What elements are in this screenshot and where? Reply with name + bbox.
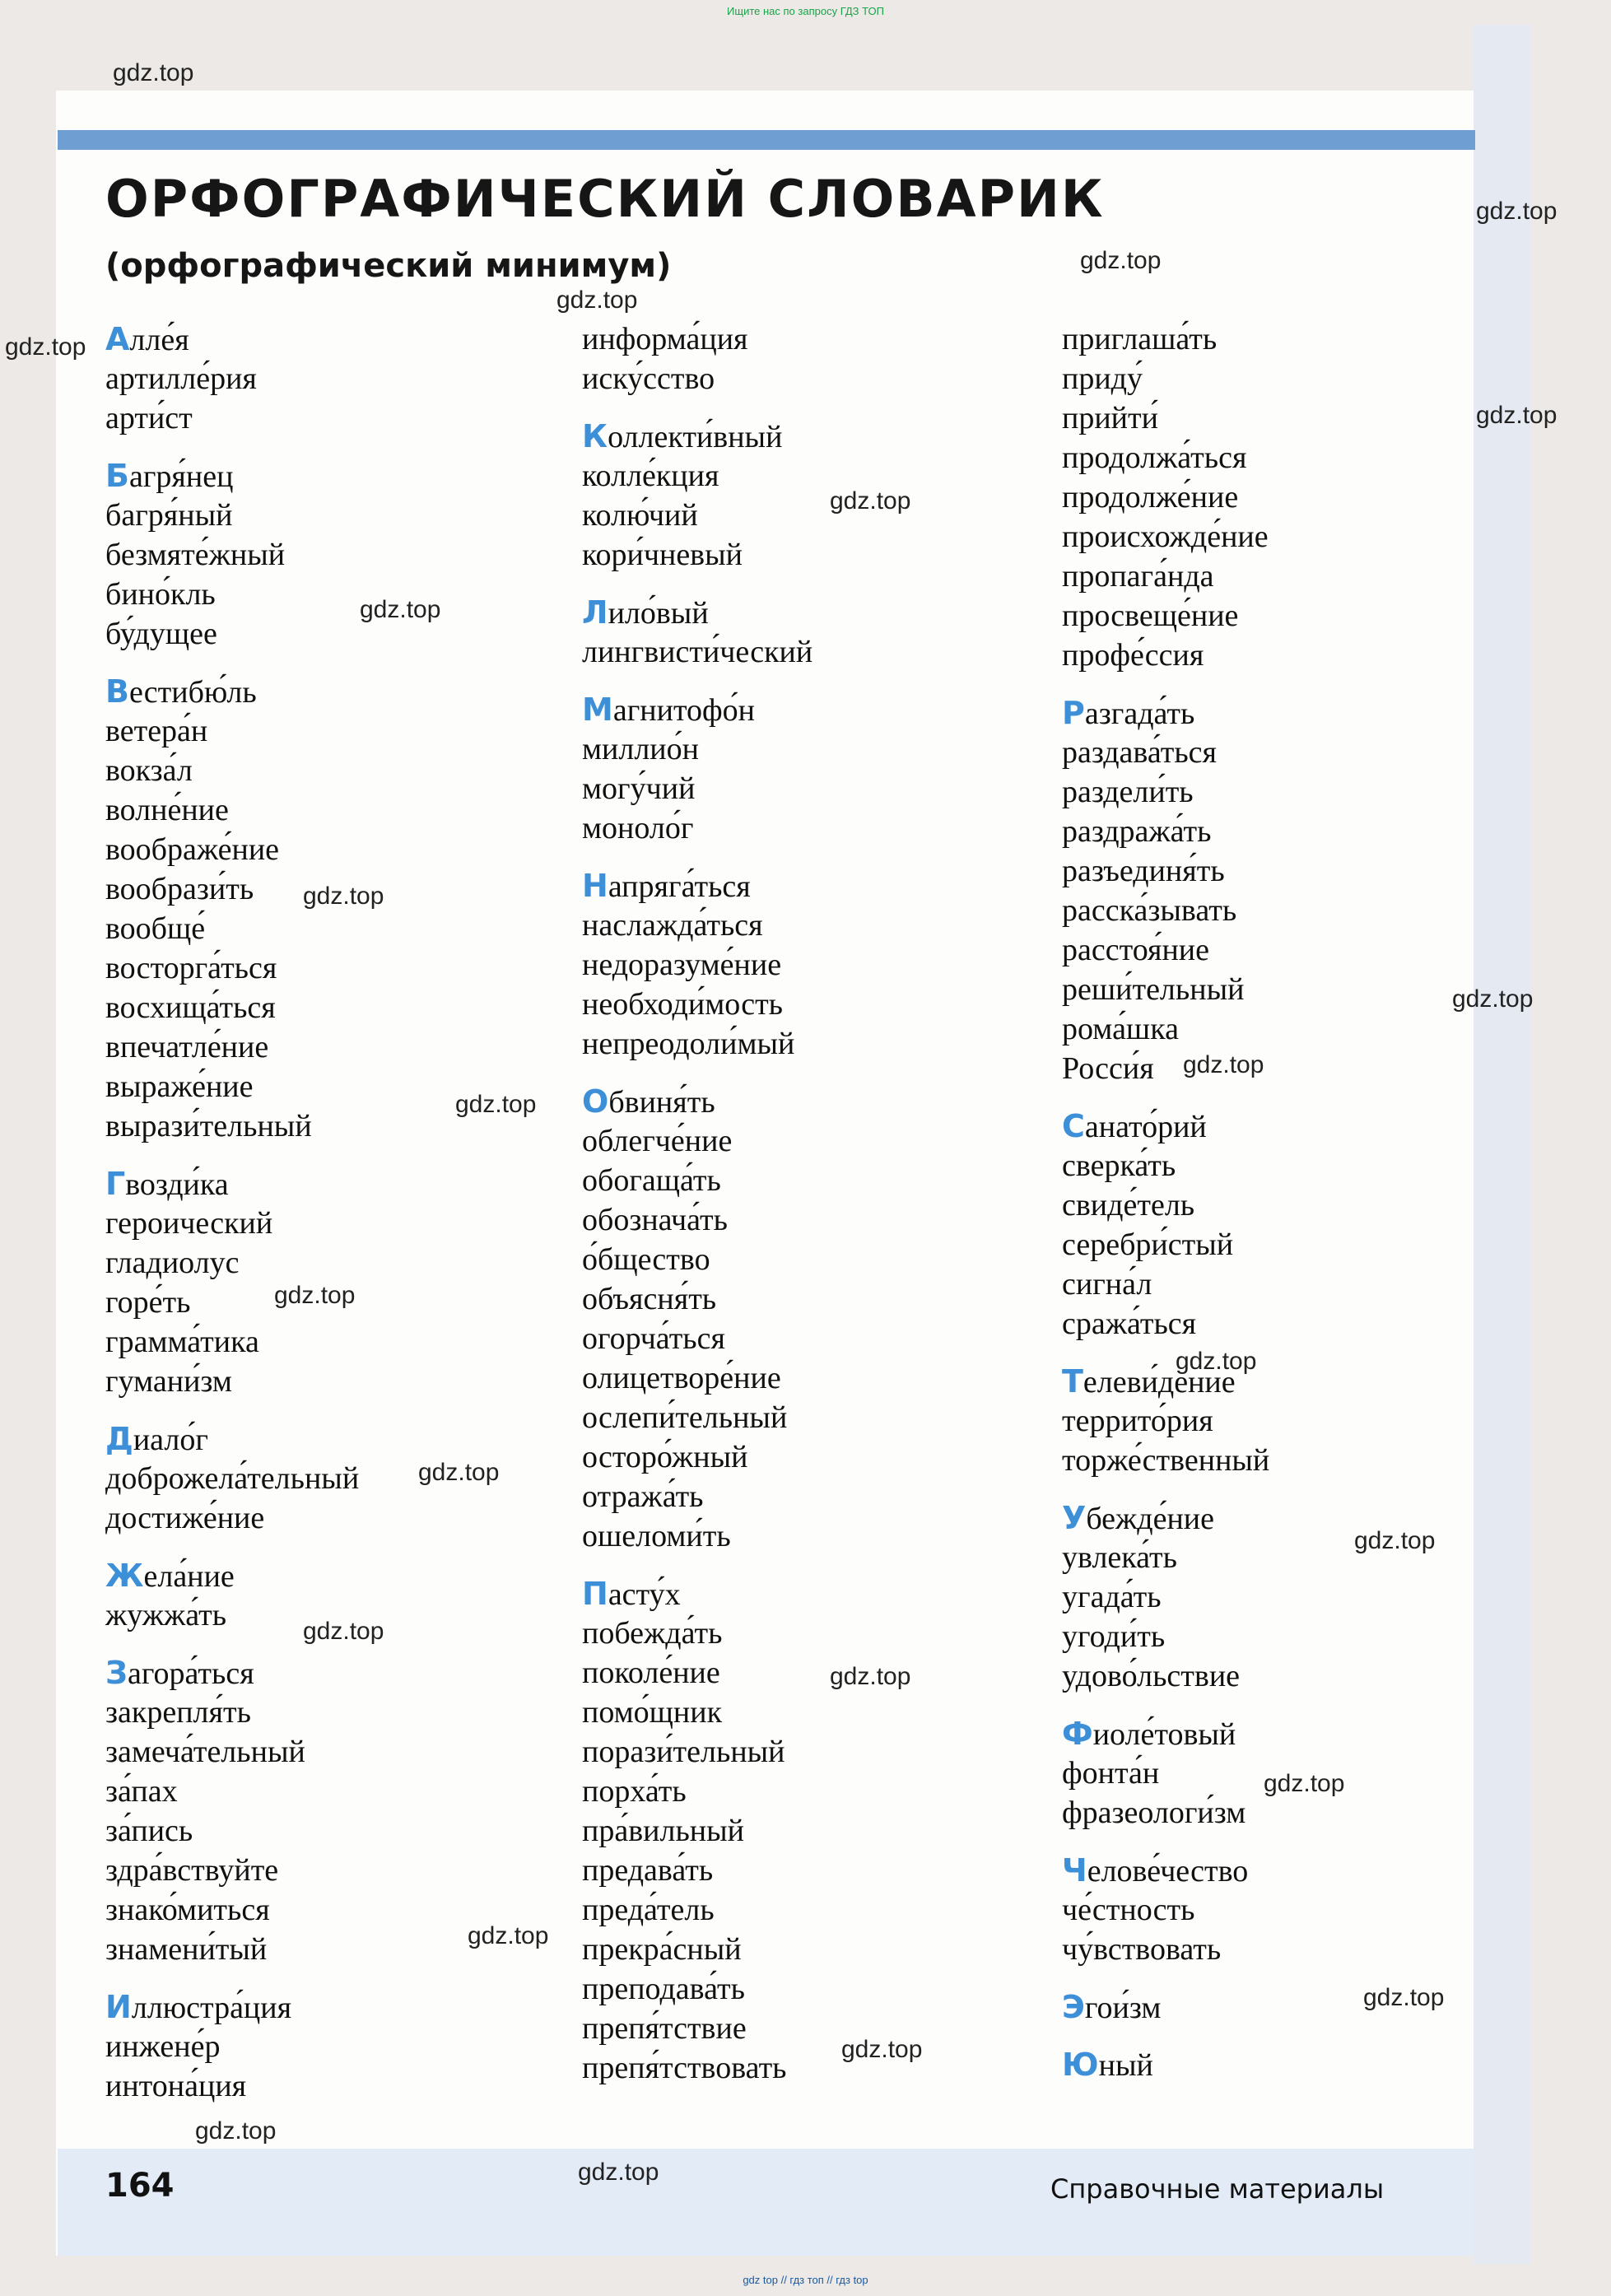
dictionary-word — [105, 1987, 566, 2027]
dictionary-word — [105, 1164, 566, 1204]
word-rest: агря́нец — [128, 459, 234, 494]
dictionary-word: горе́ть — [105, 1285, 191, 1320]
dictionary-word: миллио́н — [582, 732, 699, 766]
letter-initial: Э — [1062, 1989, 1085, 2025]
dictionary-word: профе́ссия — [1062, 638, 1204, 673]
letter-group — [582, 1574, 1043, 2088]
dictionary-word: преподава́ть — [582, 1972, 745, 2006]
letter-group — [1062, 1362, 1523, 1480]
dictionary-word: моноло́г — [582, 811, 694, 845]
word-rest: иало́г — [133, 1423, 208, 1457]
dictionary-word — [582, 690, 1043, 729]
watermark: gdz.top — [468, 1922, 549, 1949]
letter-group — [582, 417, 1043, 575]
dictionary-word: колле́кция — [582, 459, 719, 493]
dictionary-column-1 — [105, 319, 566, 2106]
dictionary-word: отража́ть — [582, 1479, 704, 1514]
watermark: gdz.top — [455, 1091, 537, 1118]
watermark: gdz.top — [418, 1459, 500, 1486]
page-number: 164 — [105, 2167, 175, 2205]
dictionary-word: кори́чневый — [582, 538, 743, 572]
watermark: gdz.top — [5, 333, 86, 361]
dictionary-column-2 — [582, 319, 1043, 2088]
header-note: Ищите нас по запросу ГДЗ ТОП — [727, 5, 884, 17]
dictionary-word: выраже́ние — [105, 1069, 254, 1104]
dictionary-word: фразеологи́зм — [1062, 1795, 1246, 1830]
dictionary-word — [1062, 1362, 1523, 1401]
dictionary-word: достиже́ние — [105, 1501, 265, 1535]
dictionary-word: бу́дущее — [105, 617, 217, 651]
dictionary-word — [1062, 1987, 1523, 2027]
word-rest: азгада́ть — [1084, 696, 1195, 731]
letter-group — [1062, 2045, 1523, 2084]
letter-group — [105, 456, 566, 654]
word-rest: агнитофо́н — [612, 693, 756, 728]
dictionary-word: облегче́ние — [582, 1124, 733, 1158]
dictionary-word: порази́тельный — [582, 1735, 785, 1769]
dictionary-word — [582, 417, 1043, 456]
dictionary-word: доброжела́тельный — [105, 1461, 360, 1496]
watermark: gdz.top — [303, 883, 384, 910]
word-rest: естибю́ль — [128, 675, 257, 710]
dictionary-word: свиде́тель — [1062, 1188, 1195, 1223]
dictionary-word: продолже́ние — [1062, 480, 1239, 515]
dictionary-word: инжене́р — [105, 2029, 221, 2064]
dictionary-word: серебри́стый — [1062, 1227, 1234, 1262]
dictionary-word: приглаша́ть — [1062, 322, 1218, 356]
dictionary-word: террито́рия — [1062, 1404, 1213, 1438]
dictionary-word — [105, 1419, 566, 1459]
letter-initial: З — [105, 1655, 128, 1691]
dictionary-word: просвеще́ние — [1062, 598, 1239, 633]
watermark: gdz.top — [556, 286, 638, 314]
dictionary-word — [582, 593, 1043, 632]
dictionary-column-3 — [1062, 319, 1523, 2084]
dictionary-word: поколе́ние — [582, 1656, 720, 1690]
watermark: gdz.top — [578, 2159, 659, 2186]
dictionary-word: арти́ст — [105, 401, 193, 435]
letter-initial: М — [582, 692, 613, 728]
dictionary-word: раздава́ться — [1062, 735, 1217, 770]
dictionary-word: сверка́ть — [1062, 1148, 1176, 1183]
dictionary-word: продолжа́ться — [1062, 440, 1247, 475]
dictionary-word — [1062, 2045, 1523, 2084]
letter-initial: Н — [582, 868, 608, 904]
dictionary-word: вырази́тельный — [105, 1109, 312, 1143]
watermark: gdz.top — [1176, 1348, 1257, 1375]
dictionary-word: угада́ть — [1062, 1580, 1162, 1614]
word-rest: оллекти́вный — [608, 420, 783, 454]
dictionary-word: за́пись — [105, 1814, 193, 1848]
dictionary-word: здра́вствуйте — [105, 1853, 279, 1888]
word-rest: ела́ние — [143, 1559, 235, 1594]
word-rest: лле́я — [129, 323, 189, 357]
word-rest: ило́вый — [608, 596, 709, 631]
word-rest: ный — [1098, 2048, 1153, 2083]
watermark: gdz.top — [1476, 402, 1557, 429]
dictionary-word: лингвисти́ческий — [582, 635, 813, 669]
letter-initial: В — [105, 673, 129, 710]
dictionary-word: прийти́ — [1062, 401, 1158, 435]
word-rest: елове́чество — [1087, 1854, 1249, 1888]
dictionary-word: воображе́ние — [105, 832, 280, 867]
watermark: gdz.top — [1264, 1770, 1345, 1797]
dictionary-word: побежда́ть — [582, 1616, 723, 1651]
dictionary-word: происхожде́ние — [1062, 519, 1269, 554]
dictionary-word: артилле́рия — [105, 361, 257, 396]
letter-group — [582, 319, 1043, 398]
dictionary-word: прекра́сный — [582, 1932, 742, 1967]
dictionary-word — [1062, 693, 1523, 733]
dictionary-word: преда́тель — [582, 1893, 715, 1927]
page-subtitle: (орфографический минимум) — [105, 247, 672, 285]
dictionary-word: вообще́ — [105, 911, 206, 946]
dictionary-word — [105, 672, 566, 711]
dictionary-word: бино́кль — [105, 577, 216, 612]
dictionary-word: расстоя́ние — [1062, 933, 1209, 967]
dictionary-word: разъединя́ть — [1062, 854, 1225, 888]
dictionary-word: объясня́ть — [582, 1282, 717, 1316]
watermark: gdz.top — [1476, 198, 1557, 225]
letter-initial: Т — [1062, 1363, 1083, 1399]
letter-group — [582, 593, 1043, 672]
dictionary-word: Росси́я — [1062, 1051, 1154, 1086]
letter-group — [1062, 1851, 1523, 1969]
watermark: gdz.top — [113, 59, 194, 86]
watermark: gdz.top — [1354, 1527, 1436, 1554]
dictionary-word — [105, 456, 566, 496]
letter-initial: О — [582, 1083, 609, 1120]
dictionary-word — [1062, 1498, 1523, 1538]
letter-group — [1062, 1106, 1523, 1344]
dictionary-word: расска́зывать — [1062, 893, 1237, 928]
letter-group — [1062, 693, 1523, 1088]
watermark: gdz.top — [195, 2117, 277, 2145]
dictionary-word: чу́вствовать — [1062, 1932, 1222, 1967]
letter-group — [582, 1082, 1043, 1556]
page-title: ОРФОГРАФИЧЕСКИЙ СЛОВАРИК — [105, 169, 1105, 229]
letter-initial: К — [582, 418, 608, 454]
dictionary-word: знамени́тый — [105, 1932, 268, 1967]
dictionary-word: фонта́н — [1062, 1756, 1160, 1791]
dictionary-word: раздели́ть — [1062, 775, 1194, 809]
dictionary-word: препя́тствовать — [582, 2051, 787, 2085]
dictionary-word: героический — [105, 1206, 273, 1241]
letter-group — [1062, 1498, 1523, 1696]
dictionary-word: багря́ный — [105, 498, 233, 533]
dictionary-word: ошеломи́ть — [582, 1519, 731, 1553]
dictionary-word: ослепи́тельный — [582, 1400, 788, 1435]
dictionary-word: обознача́ть — [582, 1203, 728, 1237]
dictionary-word: непреодоли́мый — [582, 1027, 795, 1061]
letter-group — [1062, 319, 1523, 675]
word-rest: бвиня́ть — [608, 1085, 715, 1120]
dictionary-word: гумани́зм — [105, 1364, 232, 1399]
dictionary-word: че́стность — [1062, 1893, 1195, 1927]
dictionary-word — [1062, 1851, 1523, 1890]
dictionary-word: безмяте́жный — [105, 538, 286, 572]
dictionary-word: грамма́тика — [105, 1325, 259, 1359]
dictionary-word: знако́миться — [105, 1893, 270, 1927]
footer-section-title: Справочные материалы — [1050, 2173, 1385, 2205]
dictionary-word: препя́тствие — [582, 2011, 747, 2046]
dictionary-word — [105, 319, 566, 359]
dictionary-word: восхища́ться — [105, 990, 276, 1025]
dictionary-word — [582, 1574, 1043, 1614]
watermark: gdz.top — [274, 1282, 356, 1309]
dictionary-word: недоразуме́ние — [582, 948, 782, 982]
word-rest: гои́зм — [1084, 1991, 1162, 2025]
dictionary-word: удово́льствие — [1062, 1659, 1241, 1693]
dictionary-word: вообрази́ть — [105, 872, 254, 906]
dictionary-word — [1062, 1106, 1523, 1146]
dictionary-word: за́пах — [105, 1774, 178, 1809]
watermark: gdz.top — [303, 1618, 384, 1645]
letter-group — [105, 1987, 566, 2106]
dictionary-word: торже́ственный — [1062, 1443, 1270, 1478]
word-rest: возди́ка — [125, 1167, 229, 1202]
dictionary-word — [582, 866, 1043, 906]
letter-group — [582, 690, 1043, 848]
dictionary-word: интона́ция — [105, 2069, 247, 2103]
watermark: gdz.top — [841, 2036, 923, 2063]
dictionary-word: могу́чий — [582, 771, 696, 806]
dictionary-word: информа́ция — [582, 322, 748, 356]
letter-initial: Б — [105, 458, 129, 494]
dictionary-word: необходи́мость — [582, 987, 784, 1022]
dictionary-word: реши́тельный — [1062, 972, 1245, 1007]
word-rest: асту́х — [608, 1577, 681, 1612]
dictionary-word: сража́ться — [1062, 1306, 1197, 1341]
letter-initial: Ж — [105, 1558, 144, 1594]
dictionary-word: порха́ть — [582, 1774, 687, 1809]
letter-initial: Ч — [1062, 1852, 1087, 1888]
watermark: gdz.top — [830, 487, 911, 515]
letter-initial: Л — [582, 594, 608, 631]
dictionary-word — [105, 1556, 566, 1595]
dictionary-word: закрепля́ть — [105, 1695, 251, 1730]
letter-group — [582, 866, 1043, 1064]
watermark: gdz.top — [1080, 247, 1162, 274]
letter-initial: И — [105, 1989, 132, 2025]
dictionary-word: восторга́ться — [105, 951, 277, 985]
watermark: gdz.top — [1363, 1984, 1445, 2011]
dictionary-word: вокза́л — [105, 753, 193, 788]
word-rest: анато́рий — [1084, 1110, 1207, 1144]
letter-group — [105, 319, 566, 438]
letter-initial: Ю — [1062, 2047, 1099, 2083]
word-rest: ллюстра́ция — [131, 1991, 292, 2025]
letter-initial: У — [1062, 1500, 1087, 1536]
dictionary-word: раздража́ть — [1062, 814, 1212, 849]
dictionary-word: олицетворе́ние — [582, 1361, 781, 1395]
letter-initial: Г — [105, 1166, 126, 1202]
dictionary-word: гладиолус — [105, 1246, 240, 1280]
footer-note: gdz top // гдз топ // гдз top — [743, 2274, 868, 2286]
watermark: gdz.top — [830, 1663, 911, 1690]
dictionary-word — [105, 1653, 566, 1693]
watermark: gdz.top — [1452, 985, 1534, 1013]
dictionary-word — [582, 1082, 1043, 1121]
dictionary-word: колю́чий — [582, 498, 698, 533]
dictionary-word: огорча́ться — [582, 1321, 725, 1356]
word-rest: иоле́товый — [1092, 1717, 1236, 1752]
letter-initial: Р — [1062, 695, 1085, 731]
dictionary-word: рома́шка — [1062, 1012, 1179, 1046]
dictionary-word: впечатле́ние — [105, 1030, 269, 1064]
dictionary-word: иску́сство — [582, 361, 715, 396]
header-band — [58, 130, 1475, 150]
dictionary-word: предава́ть — [582, 1853, 714, 1888]
dictionary-word: о́бщество — [582, 1242, 710, 1277]
watermark: gdz.top — [1183, 1051, 1264, 1078]
word-rest: елеви́дение — [1083, 1365, 1236, 1399]
dictionary-word: жужжа́ть — [105, 1598, 227, 1632]
dictionary-word: ветера́н — [105, 714, 208, 748]
word-rest: апряга́ться — [608, 869, 751, 904]
dictionary-word: помо́щник — [582, 1695, 723, 1730]
letter-initial: С — [1062, 1108, 1085, 1144]
letter-initial: А — [105, 321, 130, 357]
dictionary-word: волне́ние — [105, 793, 229, 827]
word-rest: бежде́ние — [1086, 1502, 1215, 1536]
dictionary-word: обогаща́ть — [582, 1163, 721, 1198]
letter-initial: П — [582, 1576, 608, 1612]
word-rest: агора́ться — [128, 1656, 254, 1691]
dictionary-word: осторо́жный — [582, 1440, 748, 1474]
letter-initial: Ф — [1062, 1716, 1093, 1752]
dictionary-word: увлека́ть — [1062, 1540, 1177, 1575]
dictionary-word: приду́ — [1062, 361, 1143, 396]
dictionary-word: замеча́тельный — [105, 1735, 305, 1769]
letter-initial: Д — [105, 1421, 133, 1457]
dictionary-word — [1062, 1714, 1523, 1753]
watermark: gdz.top — [360, 596, 441, 623]
dictionary-word: пропага́нда — [1062, 559, 1214, 594]
dictionary-word: сигна́л — [1062, 1267, 1152, 1302]
dictionary-word: угоди́ть — [1062, 1619, 1166, 1654]
dictionary-word: пра́вильный — [582, 1814, 744, 1848]
letter-group — [1062, 1987, 1523, 2027]
dictionary-word: наслажда́ться — [582, 908, 763, 943]
